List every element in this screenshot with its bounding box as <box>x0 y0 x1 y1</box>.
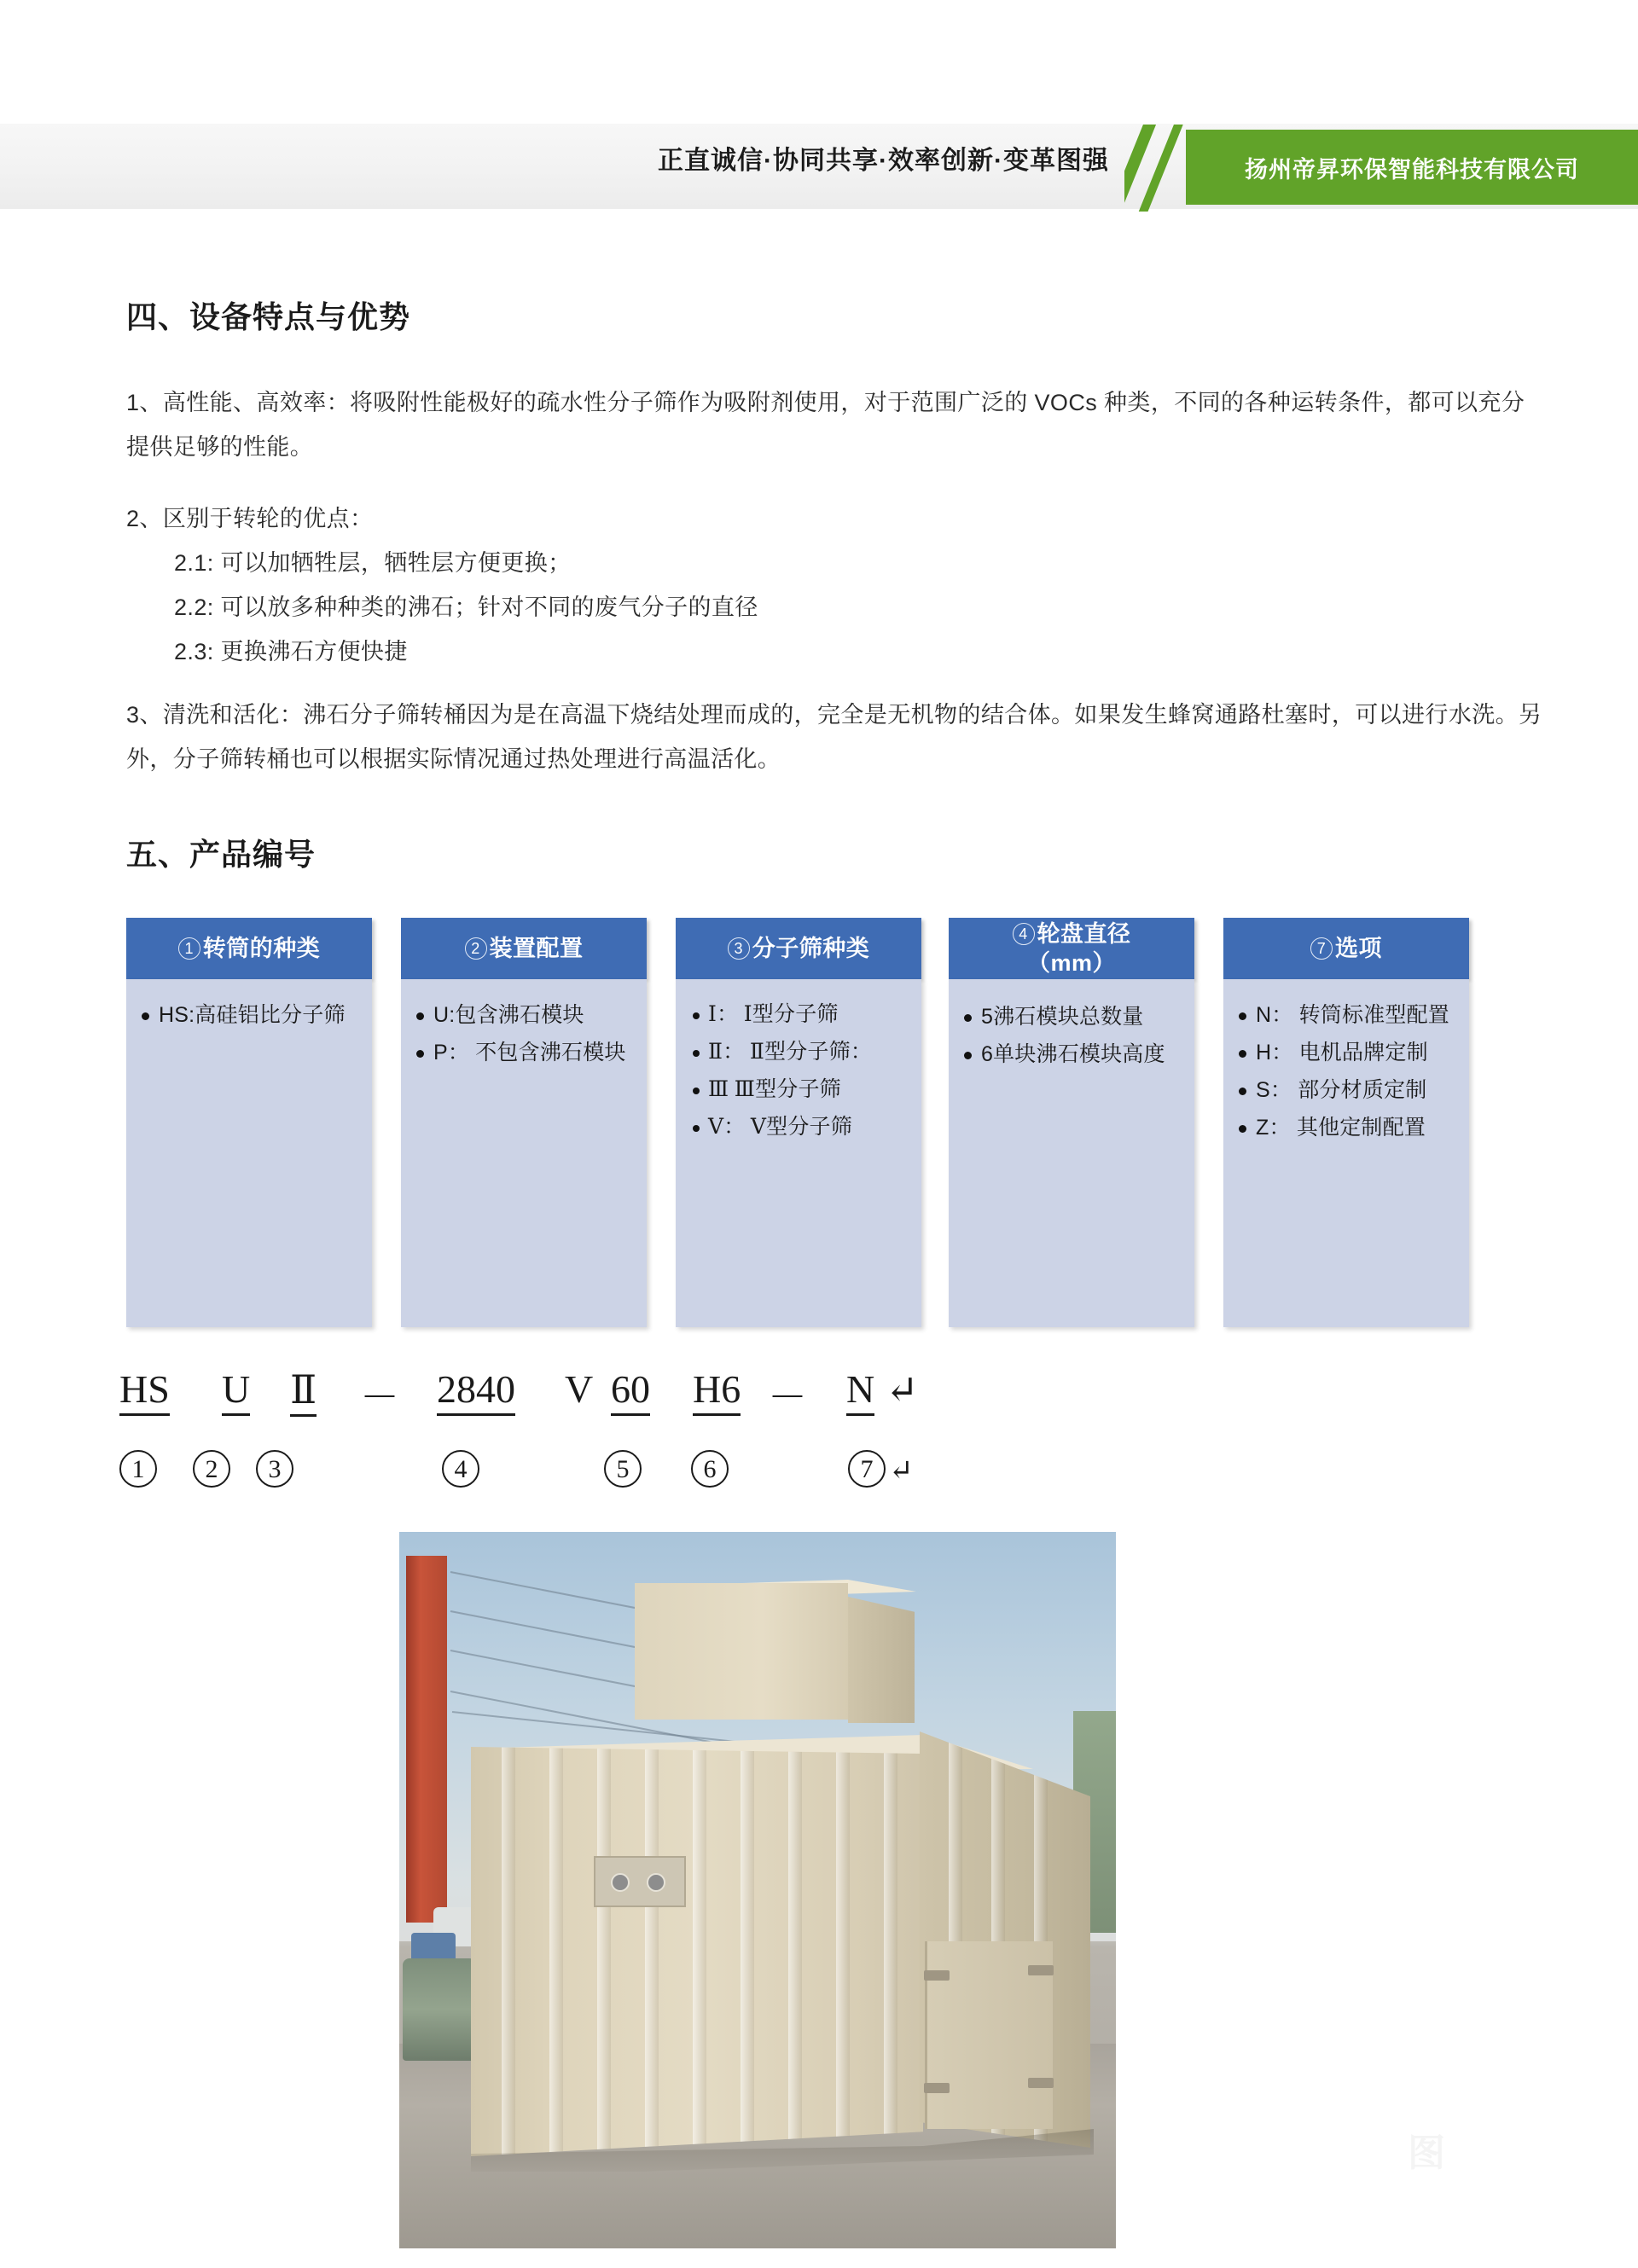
product-code-token: H6 <box>693 1366 741 1416</box>
product-code-token: － <box>360 1376 399 1419</box>
product-code-token: N <box>846 1366 874 1416</box>
code-column-1-header <box>126 918 372 979</box>
product-code-token: V <box>565 1367 594 1411</box>
code-column-1-body <box>126 979 372 1327</box>
section-4-paragraph-1: 1、高性能、高效率：将吸附性能极好的疏水性分子筛作为吸附剂使用，对于范围广泛的 VOCs 种类，不同的各种运转条件，都可以充分提供足够的性能。 <box>126 390 1525 460</box>
code-column-5-body <box>1223 979 1469 1327</box>
list-item: Ⅰ： Ⅰ型分子筛 <box>688 998 906 1032</box>
product-code-token: 2840 <box>437 1366 515 1416</box>
section-4-sub-list <box>126 541 1235 674</box>
circled-number-icon: 2 <box>465 937 487 960</box>
photo-panel-knob <box>647 1873 665 1892</box>
photo-unit-control-panel <box>594 1856 686 1907</box>
circled-number-icon: 1 <box>178 937 200 960</box>
product-photo-frame <box>399 1532 1116 2248</box>
code-column-1-header-label: 转筒的种类 <box>202 936 321 961</box>
code-column-5-header <box>1223 918 1469 979</box>
list-item: U:包含沸石模块 <box>413 998 631 1032</box>
section-4-paragraph-2 <box>126 496 1235 674</box>
product-code-example <box>119 1366 919 1426</box>
photo-panel-knob <box>611 1873 630 1892</box>
carriage-return-icon: ↵ <box>886 1368 919 1412</box>
photo-unit-front-face <box>471 1747 923 2156</box>
list-item: HS:高硅铝比分子筛 <box>138 998 357 1032</box>
page-watermark: 图 <box>1408 2132 1443 2174</box>
code-column-3-header-label: 分子筛种类 <box>752 936 870 961</box>
photo-brick-chimney <box>406 1556 447 1923</box>
photo-background-green-tank <box>403 1958 476 2061</box>
circled-number-icon: 4 <box>442 1450 479 1488</box>
header-company-banner <box>1186 130 1638 205</box>
section-5-title: 五、产品编号 <box>126 837 317 872</box>
circled-number-icon: 7 <box>1310 937 1333 960</box>
product-photo <box>399 1532 1116 2248</box>
code-column-4 <box>949 918 1194 1327</box>
circled-number-icon: 1 <box>119 1450 157 1488</box>
code-column-2-header-label: 装置配置 <box>489 936 584 961</box>
list-item: 2.1: 可以加牺牲层，牺牲层方便更换； <box>174 550 572 576</box>
section-4-paragraph-3: 3、清洗和活化：沸石分子筛转桶因为是在高温下烧结处理而成的，完全是无机物的结合体。如果发生蜂窝通路杜塞时，可以进行水洗。另外，分子筛转桶也可以根据实际情况通过热处理进行高温活化。 <box>126 702 1542 772</box>
code-column-4-header <box>949 918 1194 979</box>
circled-number-icon: 7 <box>848 1450 886 1488</box>
photo-unit-top-box <box>635 1583 848 1720</box>
circled-number-icon: 3 <box>256 1450 293 1488</box>
list-item: H： 电机品牌定制 <box>1235 1035 1454 1070</box>
product-code-token: － <box>768 1376 807 1419</box>
list-item: Z： 其他定制配置 <box>1235 1111 1454 1145</box>
code-column-3 <box>676 918 921 1327</box>
list-item: 6单块沸石模块高度 <box>961 1037 1179 1071</box>
list-item: 2.2: 可以放多种种类的沸石；针对不同的废气分子的直径 <box>174 595 758 620</box>
list-item: 2.3: 更换沸石方便快捷 <box>174 639 408 664</box>
section-4-title: 四、设备特点与优势 <box>126 299 411 334</box>
list-item: Ⅲ Ⅲ型分子筛 <box>688 1073 906 1107</box>
circled-number-icon: 2 <box>193 1450 230 1488</box>
list-item: P： 不包含沸石模块 <box>413 1035 631 1070</box>
code-column-3-body <box>676 979 921 1327</box>
product-code-legend-numbers <box>119 1450 914 1501</box>
circled-number-icon: 3 <box>728 937 750 960</box>
code-column-2-body <box>401 979 647 1327</box>
list-item: S： 部分材质定制 <box>1235 1073 1454 1107</box>
list-item: N： 转筒标准型配置 <box>1235 998 1454 1032</box>
list-item: 5沸石模块总数量 <box>961 1000 1179 1034</box>
product-code-token: 60 <box>611 1366 650 1416</box>
code-column-5 <box>1223 918 1469 1327</box>
circled-number-icon: 5 <box>604 1450 642 1488</box>
company-name: 扬州帝昇环保智能科技有限公司 <box>1245 156 1579 183</box>
code-column-4-header-label: 轮盘直径 <box>1037 921 1131 947</box>
product-code-token: Ⅱ <box>290 1366 317 1417</box>
code-column-2 <box>401 918 647 1327</box>
header-slogan: 正直诚信·协同共享·效率创新·变革图强 <box>658 147 1109 175</box>
page-header <box>0 0 1638 212</box>
list-item: Ⅴ： Ⅴ型分子筛 <box>688 1111 906 1145</box>
code-column-3-header <box>676 918 921 979</box>
photo-unit-top-box-side <box>848 1597 915 1723</box>
photo-unit-access-door <box>925 1941 1053 2129</box>
code-column-4-body <box>949 979 1194 1327</box>
product-code-table <box>126 918 1478 1327</box>
code-column-5-header-label: 选项 <box>1335 936 1382 961</box>
section-4-paragraph-2-lead: 2、区别于转轮的优点： <box>126 506 374 531</box>
code-column-2-header <box>401 918 647 979</box>
code-column-1 <box>126 918 372 1327</box>
product-code-token: HS <box>119 1366 170 1416</box>
carriage-return-icon: ↵ <box>889 1455 914 1487</box>
product-code-token: U <box>222 1366 250 1416</box>
circled-number-icon: 6 <box>691 1450 729 1488</box>
circled-number-icon: 4 <box>1013 923 1035 945</box>
list-item: Ⅱ： Ⅱ型分子筛： <box>688 1035 906 1070</box>
code-column-4-header-unit: （mm） <box>1026 950 1116 976</box>
